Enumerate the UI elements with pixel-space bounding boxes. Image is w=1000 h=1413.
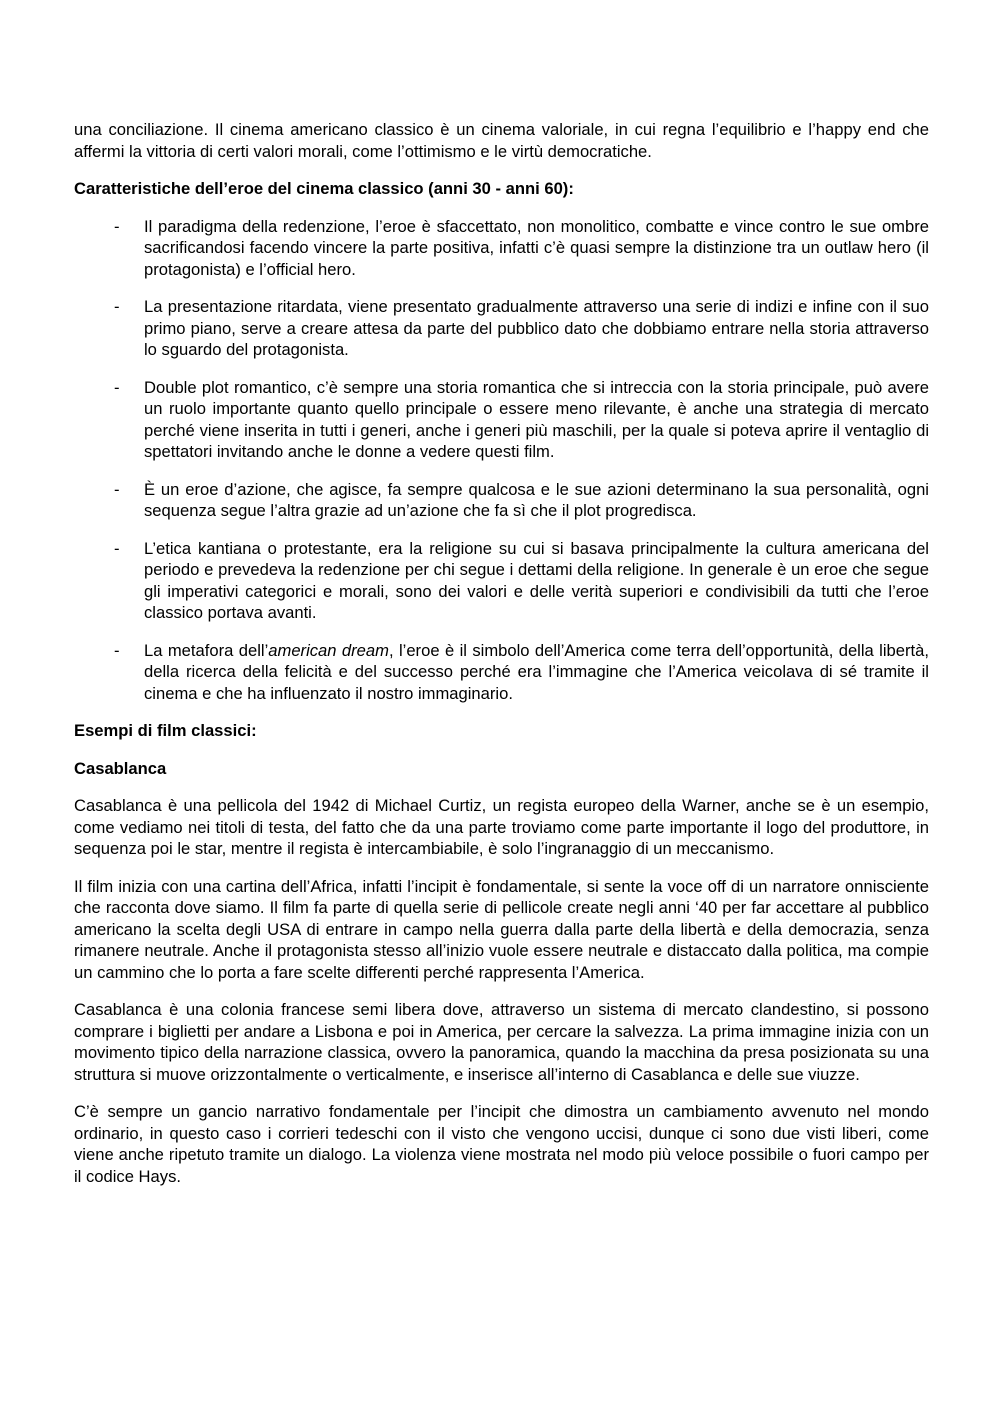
bullet-dash: - bbox=[114, 640, 120, 660]
intro-paragraph: una conciliazione. Il cinema americano classico è un cinema valoriale, in cui regna l’equilibrio e l’happy end che affermi la vittoria di certi valori morali, come l’ottimismo e le virtù democratiche. bbox=[74, 120, 929, 161]
list-item-text: È un eroe d’azione, che agisce, fa sempre qualcosa e le sue azioni determinano la sua personalità, ogni sequenza segue l’altra grazie ad un’azione che fa sì che il plot progredisca. bbox=[144, 479, 929, 520]
list-item bbox=[74, 377, 929, 463]
list-item-text: L’etica kantiana o protestante, era la religione su cui si basava principalmente la cultura americana del periodo e prevedeva la redenzione per chi segue i dettami della religione. In generale è un eroe che segue gli imperativi categorici e morali, sono dei valori e delle verità superiori e condivisibili da tutti che l’eroe classico portava avanti. bbox=[144, 538, 929, 622]
list-item-text bbox=[144, 640, 929, 705]
bullet-dash: - bbox=[114, 377, 120, 397]
list-item bbox=[74, 479, 929, 522]
list-item-text: La presentazione ritardata, viene presentato gradualmente attraverso una serie di indizi e infine con il suo primo piano, serve a creare attesa da parte del pubblico dato che dobbiamo entrare nella storia attraverso lo sguardo del protagonista. bbox=[144, 297, 929, 359]
section-heading-classic-films: Esempi di film classici: bbox=[74, 721, 257, 740]
casablanca-paragraph: C’è sempre un gancio narrativo fondamentale per l’incipit che dimostra un cambiamento avvenuto nel mondo ordinario, in questo caso i corrieri tedeschi con il visto che vengono uccisi, dunque ci sono due visti liberi, come viene anche ripetuto tramite un dialogo. La violenza viene mostrata nel modo più veloce possibile o fuori campo per il codice Hays. bbox=[74, 1102, 929, 1186]
casablanca-paragraph: Il film inizia con una cartina dell’Africa, infatti l’incipit è fondamentale, si sente la voce off di un narratore onnisciente che racconta dove siamo. Il film fa parte di quella serie di pellicole create negli anni ‘40 per far accettare al pubblico americano la scelta degli USA di entrare in campo nella guerra dalla parte della libertà e della democrazia, senza rimanere neutrale. Anche il protagonista stesso all’inizio vuole essere neutrale e distaccato dalla politica, ma compie un cammino che lo porta a fare scelte differenti perché rappresenta l’America. bbox=[74, 876, 929, 982]
casablanca-paragraph: Casablanca è una colonia francese semi libera dove, attraverso un sistema di mercato clandestino, si possono comprare i biglietti per andare a Lisbona e poi in America, per cercare la salvezza. La prima immagine inizia con un movimento tipico della narrazione classica, ovvero la panoramica, quando la macchina da presa posizionata su una struttura si muove orizzontalmente o verticalmente, e inserisce all’interno di Casablanca e delle sue viuzze. bbox=[74, 1000, 929, 1084]
list-item-text: Il paradigma della redenzione, l’eroe è sfaccettato, non monolitico, combatte e vince contro le sue ombre sacrificandosi facendo vincere la parte positiva, infatti c’è quasi sempre la distinzione tra un outlaw hero (il protagonista) e l’official hero. bbox=[144, 216, 929, 279]
hero-characteristics-list bbox=[74, 216, 929, 705]
list-item bbox=[74, 538, 929, 624]
list-item-text-start: La metafora dell’ bbox=[144, 640, 269, 660]
list-item bbox=[74, 640, 929, 705]
document-page bbox=[74, 119, 929, 1203]
list-item bbox=[74, 216, 929, 281]
section-heading-hero-characteristics: Caratteristiche dell’eroe del cinema classico (anni 30 - anni 60): bbox=[74, 179, 574, 198]
list-item bbox=[74, 296, 929, 361]
bullet-dash: - bbox=[114, 216, 120, 236]
list-item-text: Double plot romantico, c’è sempre una storia romantica che si intreccia con la storia principale, può avere un ruolo importante quanto quello principale o essere meno rilevante, è anche una strategia di mercato perché viene inserita in tutti i generi, anche i generi più maschili, per la quale si poteva aprire il ventaglio di spettatori invitando anche le donne a vedere questi film. bbox=[144, 377, 929, 461]
bullet-dash: - bbox=[114, 297, 120, 316]
emphasis-american-dream: american dream bbox=[268, 640, 389, 660]
bullet-dash: - bbox=[114, 538, 120, 558]
list-item-text-end: , l’eroe è il simbolo dell’America come terra dell’opportunità, della libertà, della ricerca della felicità e del successo perché era l’immagine che l’America veicolava di sé tramite il cinema e che ha influenzato il nostro immaginario. bbox=[144, 640, 929, 703]
casablanca-paragraph: Casablanca è una pellicola del 1942 di Michael Curtiz, un regista europeo della Warner, anche se è un esempio, come vediamo nei titoli di testa, del fatto che da una parte troviamo come parte importante il logo del produttore, in sequenza poi le star, mentre il regista è intercambiabile, è solo l’ingranaggio di un meccanismo. bbox=[74, 796, 929, 858]
bullet-dash: - bbox=[114, 479, 120, 499]
subheading-casablanca: Casablanca bbox=[74, 758, 167, 778]
